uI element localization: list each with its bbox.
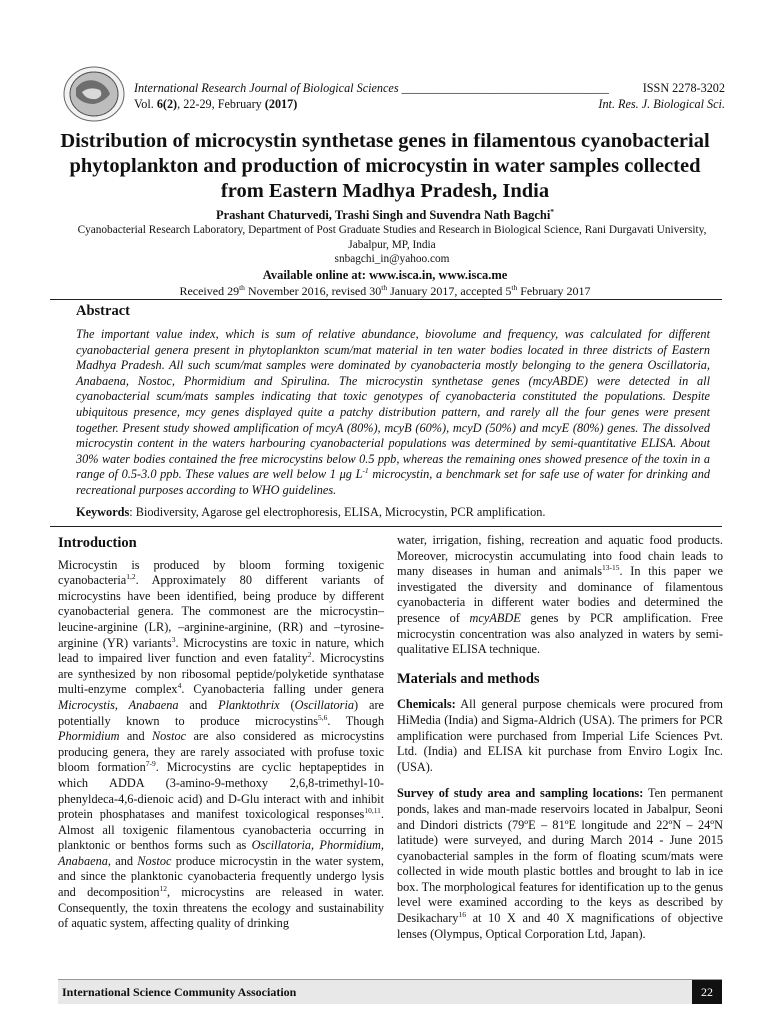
right-column: [397, 533, 723, 942]
journal-logo: [60, 64, 128, 124]
author-mark: *: [550, 207, 555, 216]
footer-organization: International Science Community Association: [62, 985, 297, 999]
affiliation-block: [72, 223, 712, 267]
divider: [50, 299, 722, 300]
journal-abbrev: Int. Res. J. Biological Sci.: [598, 97, 725, 111]
keywords-label: Keywords: [76, 505, 130, 519]
year: (2017): [264, 97, 298, 111]
left-column: [58, 536, 384, 932]
history-dates: Received 29th November 2016, revised 30th January 2017, accepted 5th February 2017: [179, 283, 591, 298]
chemicals-paragraph: Chemicals: All general purpose chemicals were procured from HiMedia (India) and Sigma-Aldrich (USA). The primers for PCR amplification were purchased from Imperial Life Sciences Pvt. Ltd. (India) and ELISA kit purchase from Enviro Logix Inc. (USA).: [397, 697, 723, 774]
page-number: 22: [692, 980, 722, 1004]
keywords-list: : Biodiversity, Agarose gel electrophoresis, ELISA, Microcystin, PCR amplification.: [129, 505, 546, 519]
abstract-heading: Abstract: [76, 303, 130, 319]
pages-date: , 22-29, February: [177, 97, 265, 111]
author-names: Prashant Chaturvedi, Trashi Singh and Suvendra Nath Bagchi: [215, 208, 551, 222]
introduction-heading: Introduction: [58, 535, 137, 551]
introduction-text: Microcystin is produced by bloom forming toxigenic cyanobacteria$^{1,2}$. Approximately 80 different variants of microcystins have been identified, being produce by different cyanobacterial genera. The commonest are the microcystin–leucine-arginine (LR), –arginine-arginine, (RR) and –tyrosine-arginine (YR) variants$^3$. Microcystins are toxic in nature, which lead to impaired liver function and even fatality$^2$. Microcystins are synthesized by non ribosomal peptide/polyketide synthatase multi-enzyme complex$^4$. Cyanobacteria falling under genera Microcystis, Anabaena and Planktothrix (Oscillatoria) are potentially known to produce microcystins$^{5,6}$. Though Phormidium and Nostoc are also considered as microcystins producing genera, they are rarely associated with profuse toxic bloom formation$^{7-9}$. Microcystins are cyclic heptapeptides in which ADDA (3-amino-9-methoxy 2,6,8-trimethyl-10-phenyldeca-4,6-dienoic acid) and D-Glu interact with and inhibit protein phosphatases and manifest toxicological responses$^{10,11}$. Almost all toxigenic filamentous cyanobacteria occurring in planktonic or benthos forms such as Oscillatoria, Phormidium, Anabaena, and Nostoc produce microcystin in the water system, and since the planktonic cyanobacteria frequently undergo lysis and decomposition$^{12}$, microcystins are released in water. Consequently, the toxin threatens the ecology and sustainability of aquatic system, affecting quality of drinking: [58, 557, 385, 931]
survey-paragraph: Survey of study area and sampling locations: Ten permanent ponds, lakes and man-made reservoirs located in Jabalpur, Seoni and Dindori districts (79ºE – 81ºE longitude and 22ºN – 24ºN latitude) were surveyed, and during March 2014 - June 2015 cyanobacterial samples in the form of floating scum/mats were collected in wide mouth plastic bottles and brought to lab in ice box. The morphological features for identification up to the genus level were examined according to the keys as described by Desikachary$^{16}$ at 10 X and 40 X magnifications of objective lenses (Olympus, Optical Corporation Ltd, Japan).: [397, 786, 723, 941]
journal-name: International Research Journal of Biological Sciences: [134, 81, 399, 95]
available-online: Available online at: www.isca.in, www.isca.me: [262, 268, 508, 282]
keywords: [76, 505, 546, 520]
vol-prefix: Vol.: [134, 97, 157, 111]
location: Jabalpur, MP, India: [348, 238, 436, 251]
abstract-text: The important value index, which is sum of relative abundance, biovolume and frequency, was calculated for different cyanobacterial genera present in phytoplankton scum/mat material in ten water bodies located in three districts of Eastern Madhya Pradesh. All such scum/mat samples were dominated by cyanobacteria mostly belonging to the genera Oscillatoria, Anabaena, Nostoc, Phormidium and Spirulina. The microcystin synthetase genes (mcyABDE) were detected in all cyanobacterial scum/mats samples indicating that toxic genotypes of cyanobacteria constituted the populations. Despite ubiquitous presence, mcy genes displayed quite a patchy distribution pattern, and rarely all the four genes were present together. Present study showed amplification of mcyA (80%), mcyB (60%), mcyD (50%) and mcyE (80%) genes. The dissolved microcystin content in the waters harbouring cyanobacterial populations was determined by semi-quantitative ELISA. About 30% water bodies contained the free microcystins below 0.5 ppb, whereas the remaining ones showed presence of the toxin in a range of 0.5-3.0 ppb. These values are well below 1 μg $L^{-1}$ microcystin, a benchmark set for safe use of water for drinking and recreational purposes according to WHO guidelines.: [76, 327, 711, 497]
journal-header-right: [598, 80, 725, 112]
email: snbagchi_in@yahoo.com: [334, 253, 450, 265]
vol-issue: 6(2): [156, 97, 178, 111]
issn: ISSN 2278-3202: [642, 81, 725, 95]
journal-header: [134, 80, 609, 112]
methods-heading: Materials and methods: [397, 670, 540, 687]
divider: [50, 526, 722, 527]
page-footer: [58, 979, 722, 1004]
authors: [0, 208, 770, 223]
header-rule: __________________________________: [401, 81, 609, 95]
paper-title: Distribution of microcystin synthetase genes in filamentous cyanobacterial phytoplankton and production of microcystin in water samples collected from Eastern Madhya Pradesh, India: [60, 130, 710, 202]
introduction-continued: water, irrigation, fishing, recreation and aquatic food products. Moreover, microcystin accumulating into food chain leads to many diseases in human and animals$^{13-15}$. In this paper we investigated the diversity and dominance of filamentous cyanobacteria in different water bodies and determined the presence of mcyABDE genes by PCR amplification. Free microcystin concentration was also analyzed in waters by semi-qualitative ELISA technique.: [397, 533, 723, 657]
affiliation: Cyanobacterial Research Laboratory, Department of Post Graduate Studies and Research in Biological Science, Rani Durgavati University,: [77, 224, 707, 236]
